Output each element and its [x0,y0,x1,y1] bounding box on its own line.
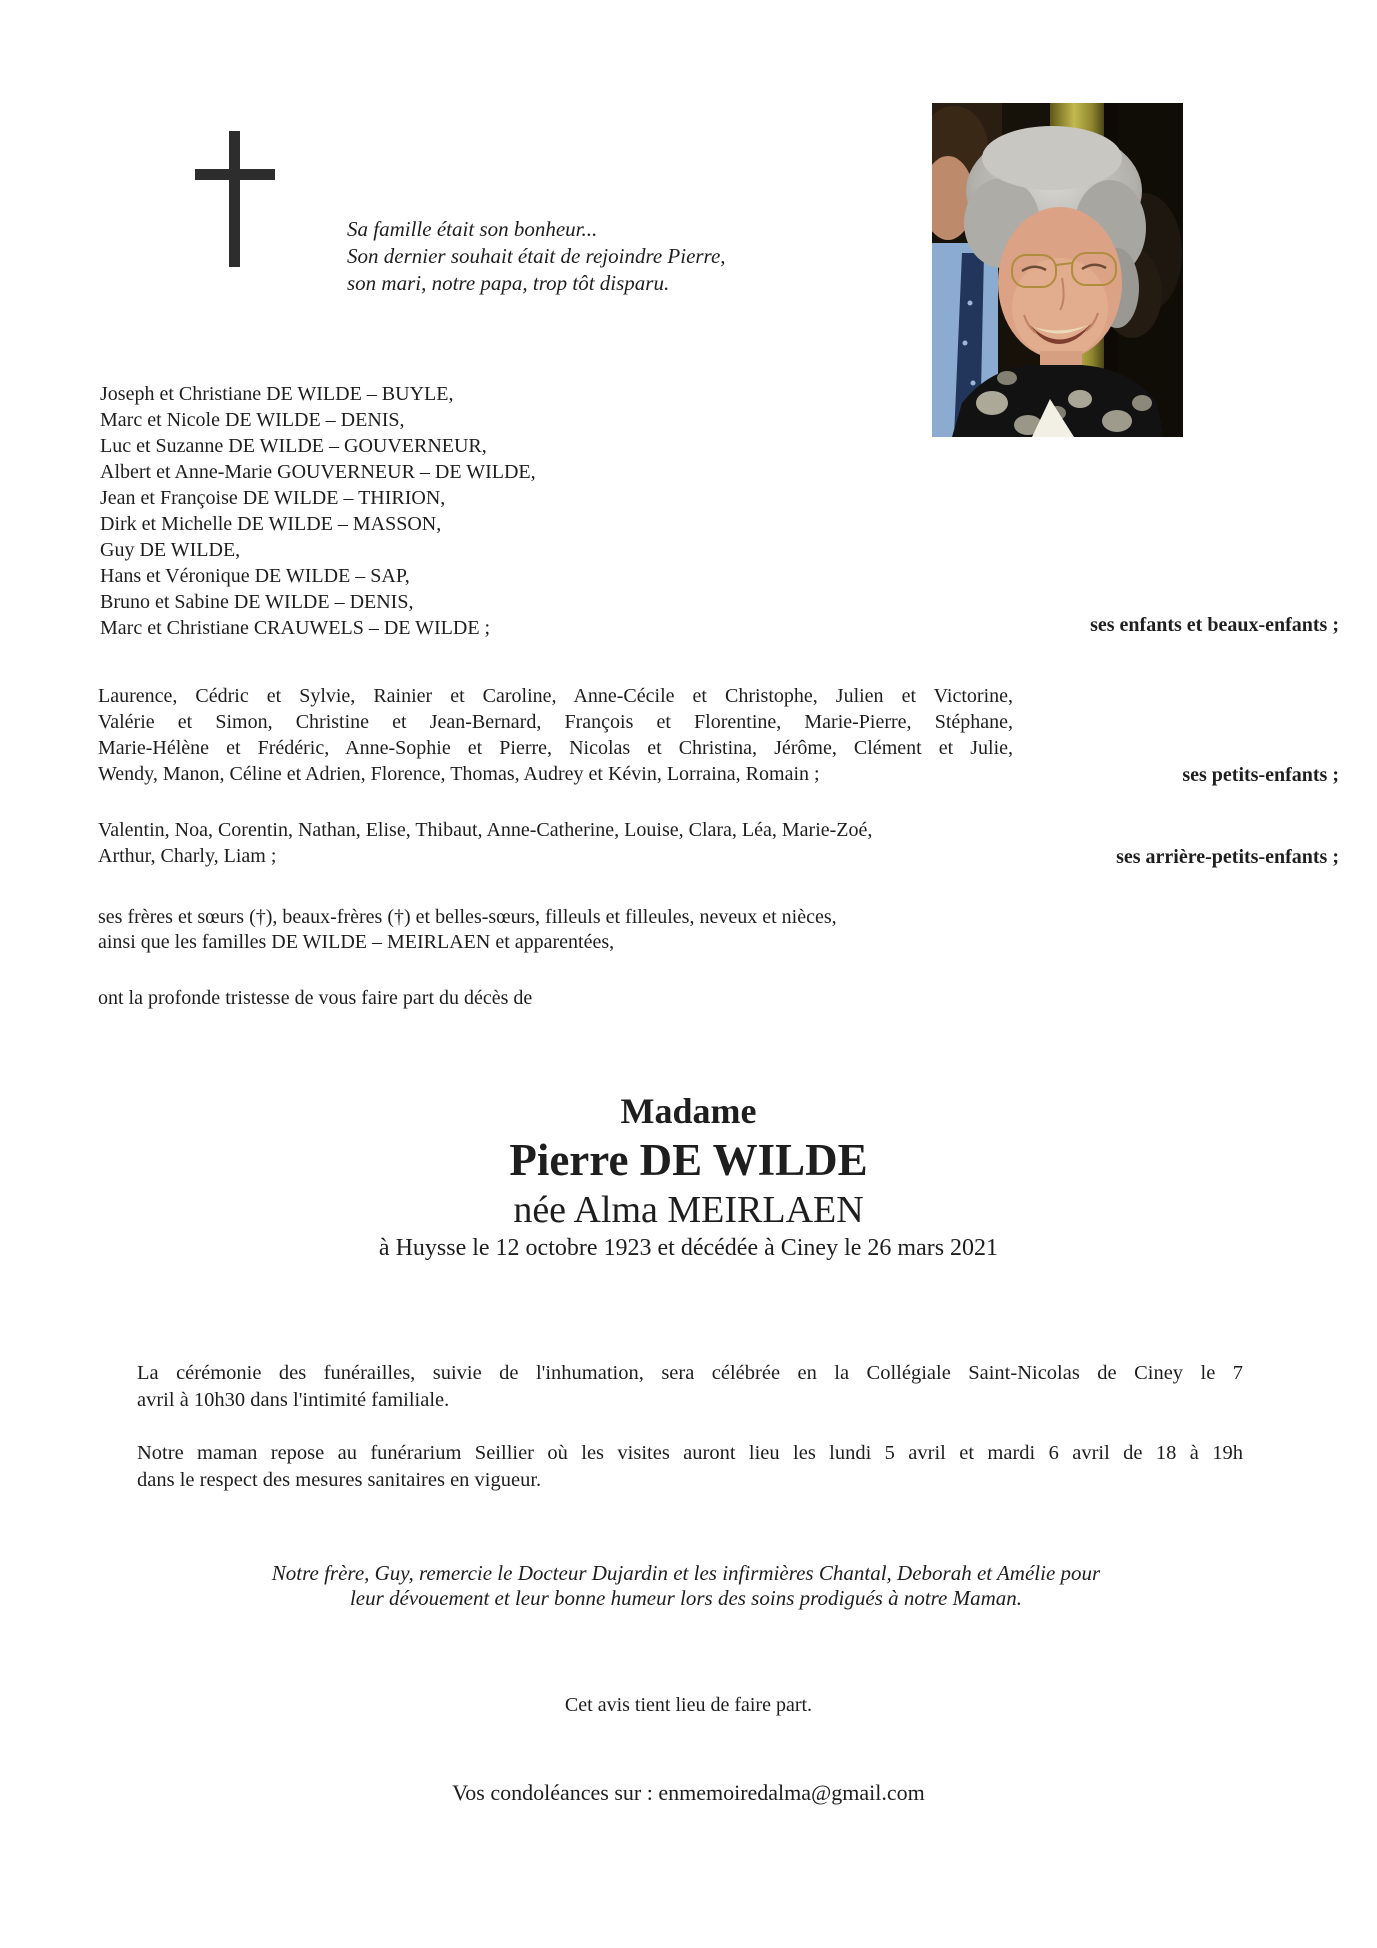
condolences-email-line: Vos condoléances sur : enmemoiredalma@gmail.com [452,1780,925,1805]
list-item: Albert et Anne-Marie GOUVERNEUR – DE WILDE, [100,461,536,483]
thanks-note [130,1561,1242,1611]
children-label: ses enfants et beaux-enfants ; [1090,614,1339,636]
deceased-name: Pierre DE WILDE [509,1135,868,1185]
paragraph-line: Notre maman repose au funérarium Seillier où les visites auront lieu les lundi 5 avril et mardi 6 avril de 18 à 19h [137,1442,1243,1464]
epitaph-line: Sa famille était son bonheur... [347,217,598,241]
children-names-list [100,381,536,641]
paragraph-line: Arthur, Charly, Liam ; [98,845,277,867]
paragraph-line: Laurence, Cédric et Sylvie, Rainier et Caroline, Anne-Cécile et Christophe, Julien et Victorine, [98,685,1013,707]
paragraph-line: ses frères et sœurs (†), beaux-frères (†) et belles-sœurs, filleuls et filleules, neveux et nièces, [98,906,837,928]
portrait-photo [932,103,1183,437]
paragraph-line: avril à 10h30 dans l'intimité familiale. [137,1389,450,1411]
notice-text: Cet avis tient lieu de faire part. [564,1694,813,1716]
epitaph-quote [347,216,726,297]
great-grandchildren-label: ses arrière-petits-enfants ; [1116,846,1339,868]
paragraph-line: Marie-Hélène et Frédéric, Anne-Sophie et Pierre, Nicolas et Christina, Jérôme, Clément et Julie, [98,737,1013,759]
paragraph-line: Valérie et Simon, Christine et Jean-Bernard, François et Florentine, Marie-Pierre, Stéphane, [98,711,1013,733]
list-item: Guy DE WILDE, [100,539,241,561]
paragraph-line: leur dévouement et leur bonne humeur lors des soins prodigués à notre Maman. [349,1586,1023,1610]
relatives-text [98,905,837,955]
grandchildren-label: ses petits-enfants ; [1182,764,1339,786]
visitation-paragraph [137,1440,1243,1494]
deceased-birth-death-dates: à Huysse le 12 octobre 1923 et décédée à Ciney le 26 mars 2021 [378,1235,999,1261]
paragraph-line: Notre frère, Guy, remercie le Docteur Dujardin et les infirmières Chantal, Deborah et Amélie pour [271,1561,1101,1585]
list-item: Marc et Nicole DE WILDE – DENIS, [100,409,405,431]
list-item: Bruno et Sabine DE WILDE – DENIS, [100,591,414,613]
list-item: Hans et Véronique DE WILDE – SAP, [100,565,410,587]
paragraph-line: dans le respect des mesures sanitaires en vigueur. [137,1469,542,1491]
cross-icon-bar [195,169,275,180]
deceased-maiden-name: née Alma MEIRLAEN [513,1189,864,1231]
list-item: Luc et Suzanne DE WILDE – GOUVERNEUR, [100,435,487,457]
paragraph-line: La cérémonie des funérailles, suivie de l'inhumation, sera célébrée en la Collégiale Saint-Nicolas de Ciney le 7 [137,1362,1243,1384]
paragraph-line: Valentin, Noa, Corentin, Nathan, Elise, Thibaut, Anne-Catherine, Louise, Clara, Léa, Marie-Zoé, [98,819,873,841]
paragraph-line: Wendy, Manon, Céline et Adrien, Florence, Thomas, Audrey et Kévin, Lorraina, Romain ; [98,763,820,785]
list-item: Jean et Françoise DE WILDE – THIRION, [100,487,446,509]
deceased-title: Madame [620,1091,757,1131]
list-item: Joseph et Christiane DE WILDE – BUYLE, [100,383,454,405]
cross-icon [229,131,240,267]
epitaph-line: Son dernier souhait était de rejoindre Pierre, [347,244,726,268]
ceremony-paragraph [137,1360,1243,1414]
list-item: Dirk et Michelle DE WILDE – MASSON, [100,513,442,535]
epitaph-line: son mari, notre papa, trop tôt disparu. [347,271,670,295]
paragraph-line: ainsi que les familles DE WILDE – MEIRLAEN et apparentées, [98,931,615,953]
announcement-text: ont la profonde tristesse de vous faire part du décès de [98,987,533,1009]
list-item: Marc et Christiane CRAUWELS – DE WILDE ; [100,617,491,639]
